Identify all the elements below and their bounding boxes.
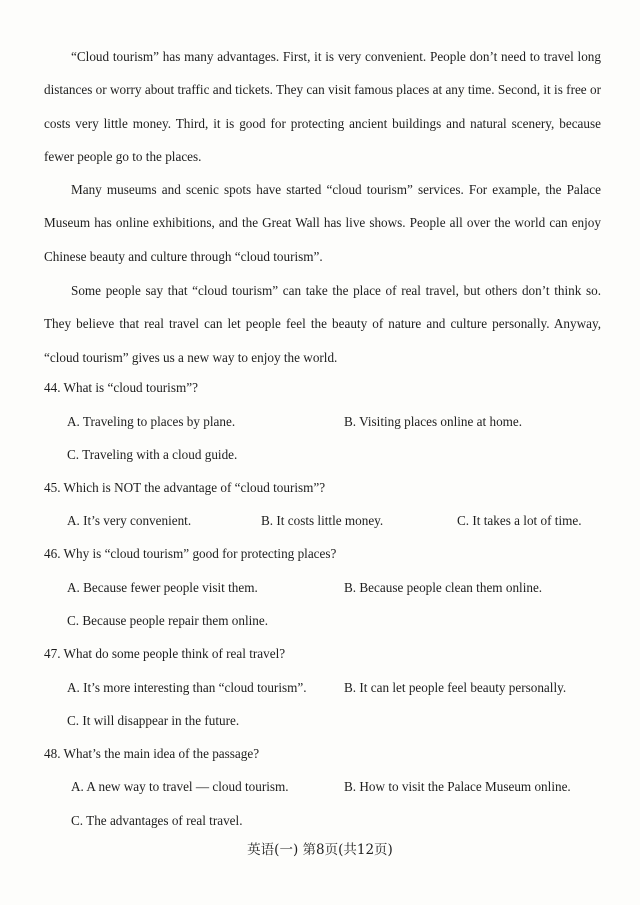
question-45-option-a[interactable]: A. It’s very convenient.	[67, 513, 192, 528]
question-44-option-b[interactable]: B. Visiting places online at home.	[344, 414, 523, 429]
question-44-stem: 44. What is “cloud tourism”?	[44, 380, 198, 395]
question-47-option-c[interactable]: C. It will disappear in the future.	[67, 713, 240, 728]
passage-paragraph-3: Some people say that “cloud tourism” can take the place of real travel, but others don’t think so. They believe that real travel can let people feel the beauty of nature and culture personally. Anyway, “cloud tourism” gives us a new way to enjoy the world.	[44, 283, 601, 365]
question-46-stem: 46. Why is “cloud tourism” good for protecting places?	[44, 546, 337, 561]
question-44-option-c[interactable]: C. Traveling with a cloud guide.	[67, 447, 238, 462]
question-46-option-c[interactable]: C. Because people repair them online.	[67, 613, 269, 628]
question-45-option-c[interactable]: C. It takes a lot of time.	[457, 513, 582, 528]
page-footer: 英语(一) 第8页(共12页)	[247, 842, 393, 858]
question-47-option-b[interactable]: B. It can let people feel beauty personally.	[344, 680, 567, 695]
question-48-option-a[interactable]: A. A new way to travel — cloud tourism.	[71, 779, 289, 794]
question-44-option-a[interactable]: A. Traveling to places by plane.	[67, 414, 236, 429]
question-48-option-b[interactable]: B. How to visit the Palace Museum online.	[344, 779, 571, 794]
question-46-option-a[interactable]: A. Because fewer people visit them.	[67, 580, 258, 595]
question-47-stem: 47. What do some people think of real travel?	[44, 646, 286, 661]
question-46-option-b[interactable]: B. Because people clean them online.	[344, 580, 543, 595]
passage-paragraph-2: Many museums and scenic spots have started “cloud tourism” services. For example, the Palace Museum has online exhibitions, and the Great Wall has live shows. People all over the world can enjoy Chinese beauty and culture through “cloud tourism”.	[44, 182, 601, 264]
question-45-option-b[interactable]: B. It costs little money.	[261, 513, 384, 528]
question-45-stem: 45. Which is NOT the advantage of “cloud tourism”?	[44, 480, 326, 495]
question-47-option-a[interactable]: A. It’s more interesting than “cloud tourism”.	[67, 680, 307, 695]
question-48-stem: 48. What’s the main idea of the passage?	[44, 746, 260, 761]
passage-paragraph-1: “Cloud tourism” has many advantages. First, it is very convenient. People don’t need to travel long distances or worry about traffic and tickets. They can visit famous places at any time. Second, it is free or costs very little money. Third, it is good for protecting ancient buildings and natural scenery, because fewer people go to the places.	[44, 49, 601, 165]
question-48-option-c[interactable]: C. The advantages of real travel.	[71, 813, 243, 828]
